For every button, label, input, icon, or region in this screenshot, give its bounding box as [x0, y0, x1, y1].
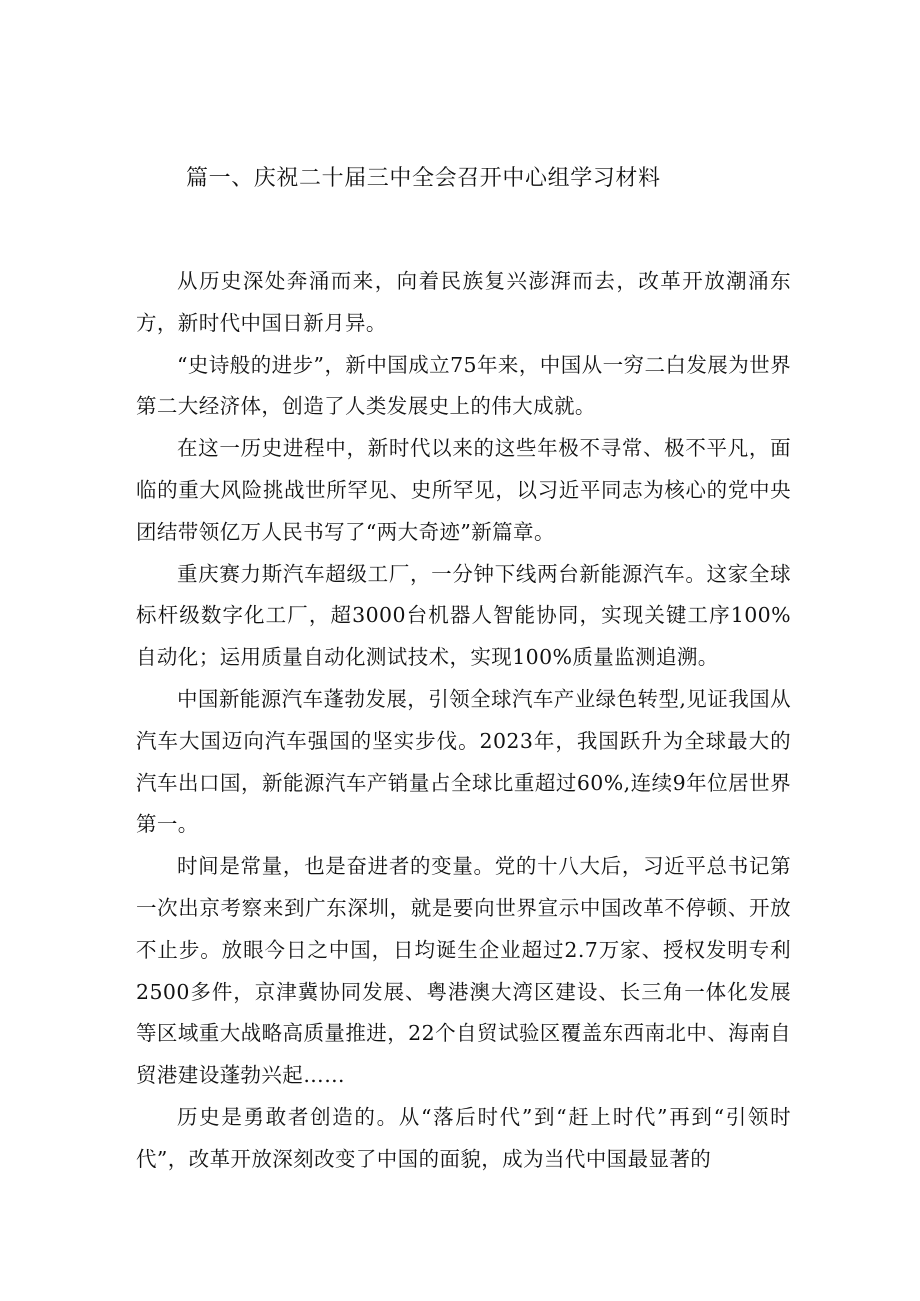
- paragraph: 在这一历史进程中，新时代以来的这些年极不寻常、极不平凡，面临的重大风险挑战世所罕见、史所罕见，以习近平同志为核心的党中央团结带领亿万人民书写了“两大奇迹”新篇章。: [136, 436, 791, 544]
- document-title: 篇一、庆祝二十届三中全会召开中心组学习材料: [186, 166, 661, 191]
- paragraph: 重庆赛力斯汽车超级工厂，一分钟下线两台新能源汽车。这家全球标杆级数字化工厂，超3000台机器人智能协同，实现关键工序100%自动化；运用质量自动化测试技术，实现100%质量监测追溯。: [136, 561, 791, 670]
- document-body: [136, 261, 791, 1181]
- paragraph: “史诗般的进步”，新中国成立75年来，中国从一穷二白发展为世界第二大经济体，创造了人类发展史上的伟大成就。: [136, 352, 791, 419]
- paragraph: 中国新能源汽车蓬勃发展，引领全球汽车产业绿色转型,见证我国从汽车大国迈向汽车强国的坚实步伐。2023年，我国跃升为全球最大的汽车出口国，新能源汽车产销量占全球比重超过60%,连续9年位居世界第一。: [136, 686, 791, 837]
- paragraph: 历史是勇敢者创造的。从“落后时代”到“赶上时代”再到“引领时代”，改革开放深刻改变了中国的面貌，成为当代中国最显著的: [136, 1104, 791, 1171]
- paragraph: 时间是常量，也是奋进者的变量。党的十八大后，习近平总书记第一次出京考察来到广东深圳，就是要向世界宣示中国改革不停顿、开放不止步。放眼今日之中国，日均诞生企业超过2.7万家、授权发明专利2500多件，京津冀协同发展、粤港澳大湾区建设、长三角一体化发展等区域重大战略高质量推进，22个自贸试验区覆盖东西南北中、海南自贸港建设蓬勃兴起……: [136, 854, 791, 1088]
- paragraph: 从历史深处奔涌而来，向着民族复兴澎湃而去，改革开放潮涌东方，新时代中国日新月异。: [136, 269, 791, 335]
